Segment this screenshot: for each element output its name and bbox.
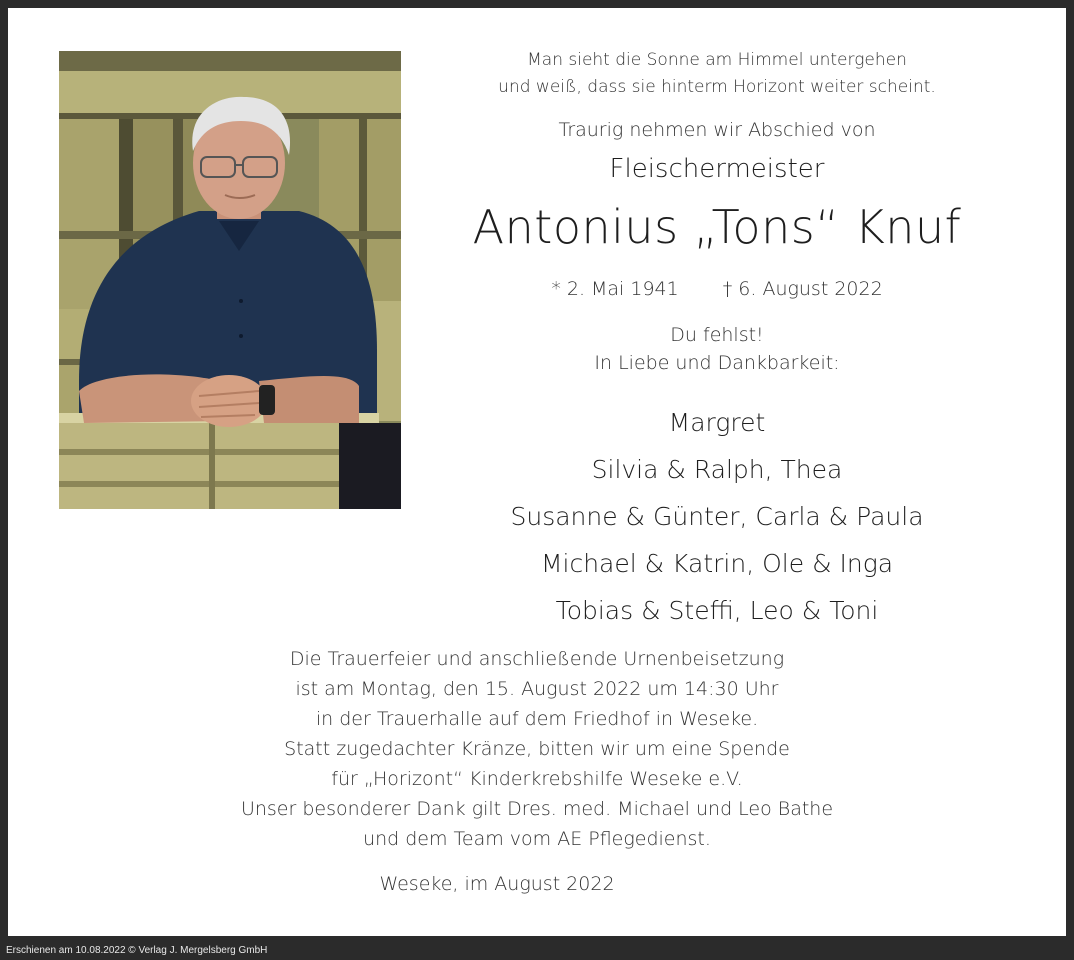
ceremony-text [8, 8, 1066, 936]
family-line: Michael & Katrin, Ole & Inga [540, 549, 894, 578]
footer-bar [0, 936, 1074, 960]
family-line: Margret [668, 408, 766, 437]
place-date: Weseke, im August 2022 [379, 873, 615, 895]
death-date: † 6. August 2022 [722, 278, 883, 300]
ceremony-line: für „Horizont“ Kinderkrebshilfe Weseke e.V. [331, 768, 743, 790]
obituary-card [8, 8, 1066, 936]
poem-line: und weiß, dass sie hinterm Horizont weiter scheint. [498, 77, 936, 97]
ceremony-line: Unser besonderer Dank gilt Dres. med. Michael und Leo Bathe [240, 798, 834, 820]
love-line: In Liebe und Dankbarkeit: [594, 352, 840, 374]
occupation-title: Fleischermeister [609, 154, 825, 184]
family-line: Susanne & Günter, Carla & Paula [510, 502, 924, 531]
ceremony-line: Die Trauerfeier und anschließende Urnenbeisetzung [289, 648, 785, 670]
ceremony-line: ist am Montag, den 15. August 2022 um 14:30 Uhr [295, 678, 779, 700]
ceremony-line: in der Trauerhalle auf dem Friedhof in Weseke. [315, 708, 759, 730]
poem-line: Man sieht die Sonne am Himmel untergehen [527, 50, 907, 70]
miss-line: Du fehlst! [670, 324, 764, 346]
family-line: Tobias & Steffi, Leo & Toni [555, 596, 879, 625]
birth-date: * 2. Mai 1941 [551, 278, 679, 300]
family-line: Silvia & Ralph, Thea [591, 455, 843, 484]
ceremony-line: Statt zugedachter Kränze, bitten wir um eine Spende [284, 738, 790, 760]
intro-line: Traurig nehmen wir Abschied von [558, 119, 876, 141]
ceremony-line: und dem Team vom AE Pflegedienst. [363, 828, 711, 850]
publication-note: Erschienen am 10.08.2022 © Verlag J. Mergelsberg GmbH [6, 945, 268, 956]
deceased-name: Antonius „Tons“ Knuf [472, 200, 962, 254]
